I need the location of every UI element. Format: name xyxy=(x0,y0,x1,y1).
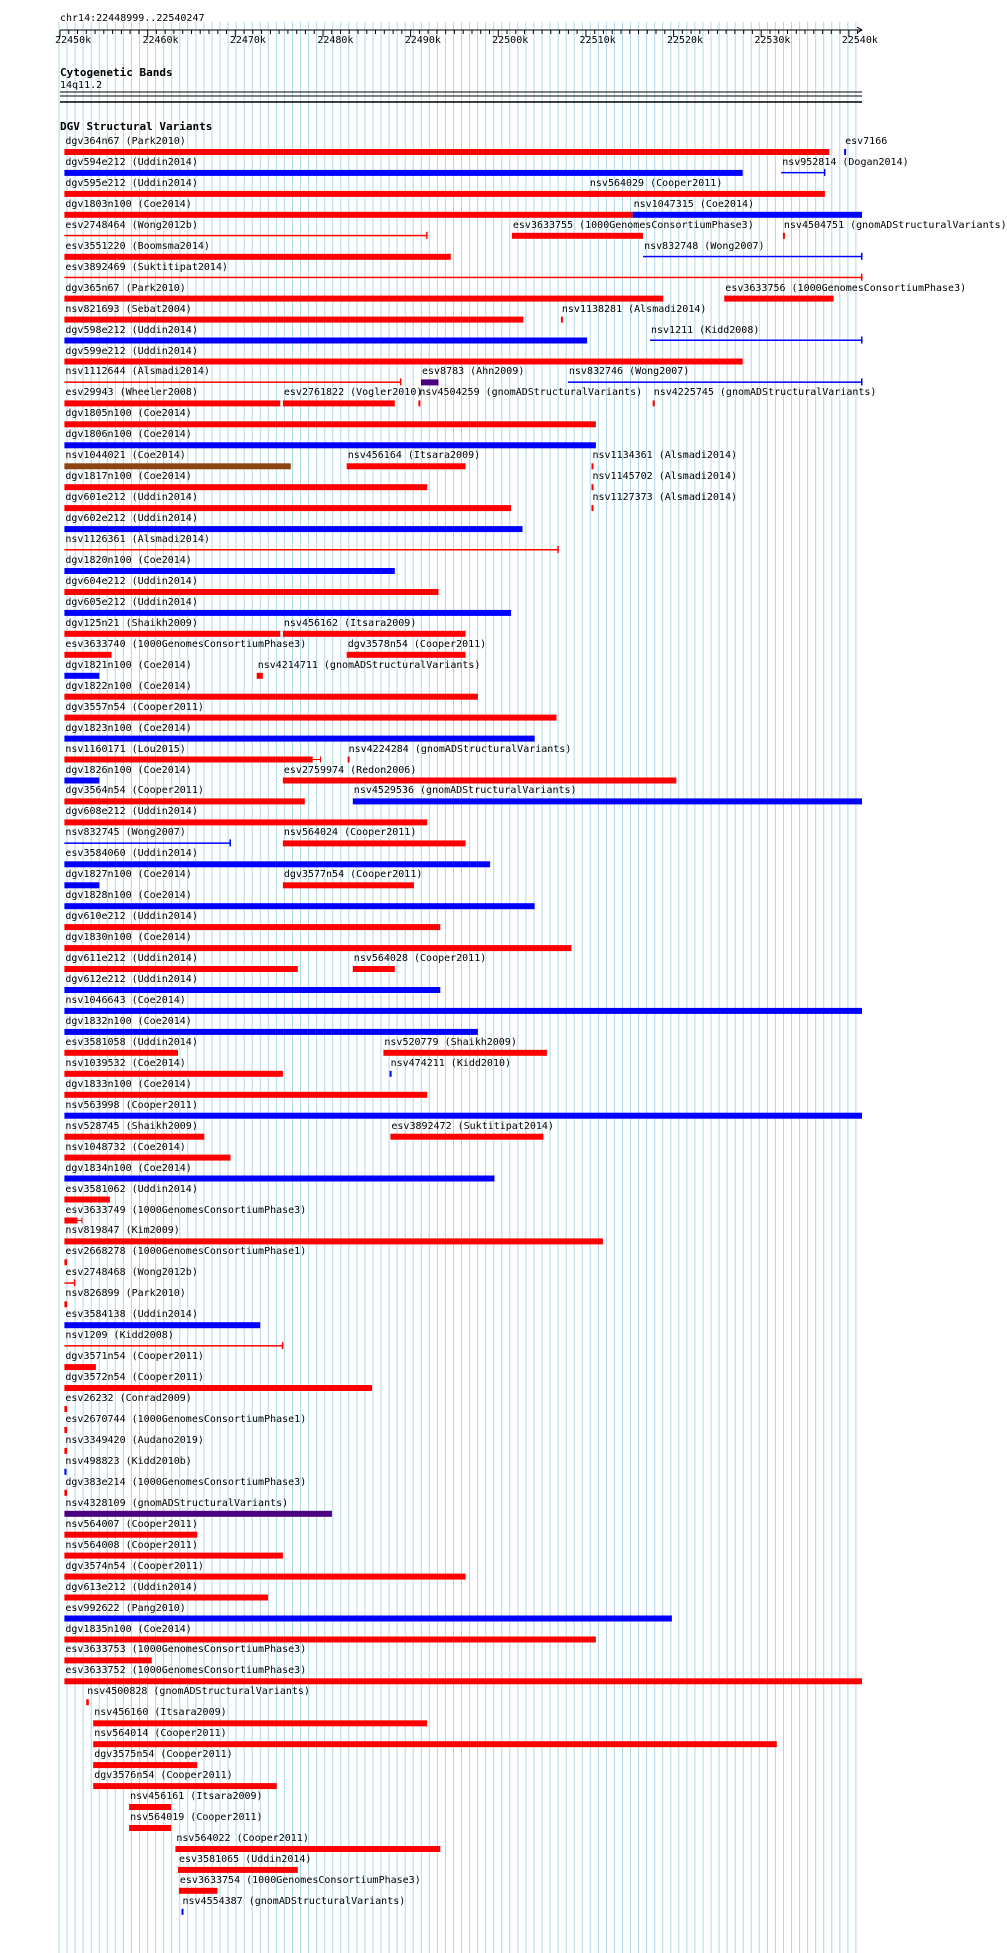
variant-label[interactable]: nsv564022 (Cooper2011) xyxy=(176,1833,309,1844)
variant-bar[interactable] xyxy=(844,149,846,155)
variant-label[interactable]: nsv520779 (Shaikh2009) xyxy=(384,1036,517,1048)
variant-bar[interactable] xyxy=(64,549,558,551)
variant-bar[interactable] xyxy=(589,191,598,197)
variant-bar[interactable] xyxy=(64,1345,283,1347)
variant-label[interactable]: dgv610e212 (Uddin2014) xyxy=(65,911,198,923)
variant-label[interactable]: esv3633749 (1000GenomesConsortiumPhase3) xyxy=(65,1204,307,1216)
variant-label[interactable]: nsv1211 (Kidd2008) xyxy=(651,324,760,336)
variant-bar[interactable] xyxy=(64,1259,67,1265)
variant-label[interactable]: esv3551220 (Boomsma2014) xyxy=(65,240,210,252)
variant-bar[interactable] xyxy=(182,1909,184,1915)
variant-bar[interactable] xyxy=(347,463,466,469)
variant-label[interactable]: dgv1817n100 (Coe2014) xyxy=(65,471,192,483)
variant-label[interactable]: esv3581065 (Uddin2014) xyxy=(179,1853,312,1865)
variant-bar[interactable] xyxy=(592,484,594,490)
variant-bar[interactable] xyxy=(64,1092,427,1098)
variant-bar[interactable] xyxy=(64,191,825,197)
variant-bar[interactable] xyxy=(64,924,440,930)
variant-bar[interactable] xyxy=(64,861,490,867)
variant-bar[interactable] xyxy=(64,212,632,218)
variant-label[interactable]: nsv1047315 (Coe2014) xyxy=(633,198,755,210)
variant-bar[interactable] xyxy=(64,819,427,825)
variant-bar[interactable] xyxy=(64,1071,283,1077)
variant-bar[interactable] xyxy=(353,966,395,972)
variant-label[interactable]: dgv1803n100 (Coe2014) xyxy=(65,198,192,210)
variant-label[interactable]: dgv3572n54 (Cooper2011) xyxy=(65,1372,204,1383)
variant-bar[interactable] xyxy=(650,340,862,342)
variant-label[interactable]: esv7166 xyxy=(845,136,888,147)
variant-label[interactable]: nsv4504751 (gnomADStructuralVariants) xyxy=(783,219,1007,231)
variant-bar[interactable] xyxy=(64,1406,67,1412)
variant-label[interactable]: nsv4500828 (gnomADStructuralVariants) xyxy=(87,1686,310,1698)
variant-bar[interactable] xyxy=(64,442,596,448)
variant-label[interactable]: nsv1039532 (Coe2014) xyxy=(65,1057,186,1069)
ruler-tick-label: 22450k xyxy=(55,35,92,46)
variant-bar[interactable] xyxy=(129,1804,171,1810)
variant-bar[interactable] xyxy=(64,715,556,721)
variant-label[interactable]: nsv564008 (Cooper2011) xyxy=(65,1539,198,1551)
variant-label[interactable]: dgv3578n54 (Cooper2011) xyxy=(347,638,487,650)
variant-bar[interactable] xyxy=(64,359,742,365)
ruler-tick-label: 22490k xyxy=(404,35,441,46)
variant-bar[interactable] xyxy=(179,1888,218,1894)
variant-bar-end xyxy=(861,378,863,385)
variant-bar[interactable] xyxy=(64,882,99,888)
variant-bar[interactable] xyxy=(64,589,438,595)
variant-label[interactable]: dgv1826n100 (Coe2014) xyxy=(65,764,192,776)
variant-label[interactable]: nsv564014 (Cooper2011) xyxy=(94,1728,227,1740)
variant-bar[interactable] xyxy=(64,1553,283,1559)
variant-bar[interactable] xyxy=(64,631,280,637)
variant-bar-end xyxy=(400,378,402,385)
variant-label[interactable]: dgv599e212 (Uddin2014) xyxy=(65,345,198,357)
variant-label[interactable]: dgv3577n54 (Cooper2011) xyxy=(283,869,423,881)
variant-label[interactable]: nsv1160171 (Lou2015) xyxy=(65,743,186,755)
variant-label[interactable]: nsv1112644 (Alsmadi2014) xyxy=(65,366,210,378)
variant-bar[interactable] xyxy=(348,757,350,763)
variant-bar-end xyxy=(74,1279,76,1286)
variant-label[interactable]: nsv1048732 (Coe2014) xyxy=(65,1141,186,1153)
variant-label[interactable]: dgv125n21 (Shaikh2009) xyxy=(65,617,198,629)
ruler-tick-label: 22480k xyxy=(317,35,354,46)
variant-label[interactable]: nsv1209 (Kidd2008) xyxy=(65,1330,174,1342)
variant-label[interactable]: dgv608e212 (Uddin2014) xyxy=(65,806,198,818)
variant-bar[interactable] xyxy=(64,1134,204,1140)
variant-label[interactable]: nsv4214711 (gnomADStructuralVariants) xyxy=(257,659,481,671)
ruler-tick-label: 22500k xyxy=(492,35,529,46)
variant-label[interactable]: nsv1145702 (Alsmadi2014) xyxy=(592,471,737,483)
variant-label[interactable]: nsv563998 (Cooper2011) xyxy=(65,1099,198,1111)
variant-bar[interactable] xyxy=(283,631,466,637)
variant-bar-end xyxy=(861,337,863,344)
variant-bar[interactable] xyxy=(781,172,825,174)
ruler-tick-label: 22520k xyxy=(666,35,704,46)
variant-bar-end xyxy=(230,839,232,846)
variant-label[interactable]: nsv564024 (Cooper2011) xyxy=(283,827,417,839)
variant-bar-end xyxy=(426,232,428,239)
variant-label[interactable]: dgv605e212 (Uddin2014) xyxy=(65,596,198,608)
variant-label[interactable]: dgv1806n100 (Coe2014) xyxy=(65,429,192,441)
cytoband-track-title[interactable]: Cytogenetic Bands xyxy=(60,66,173,79)
variant-label[interactable]: nsv456162 (Itsara2009) xyxy=(283,617,417,629)
variant-label[interactable]: nsv1134361 (Alsmadi2014) xyxy=(592,450,737,462)
variant-label[interactable]: esv2668278 (1000GenomesConsortiumPhase1) xyxy=(65,1246,307,1258)
variant-bar[interactable] xyxy=(64,652,111,658)
variant-bar[interactable] xyxy=(64,1637,596,1643)
variant-label[interactable]: esv26232 (Conrad2009) xyxy=(65,1393,192,1404)
variant-label[interactable]: nsv1138281 (Alsmadi2014) xyxy=(561,303,707,315)
variant-bar[interactable] xyxy=(64,400,280,406)
variant-bar[interactable] xyxy=(64,1218,77,1224)
variant-bar[interactable] xyxy=(283,882,414,888)
variant-bar-end xyxy=(282,1342,284,1349)
variant-label[interactable]: nsv4225745 (gnomADStructuralVariants) xyxy=(653,387,877,399)
variant-bar[interactable] xyxy=(64,1657,151,1663)
location-label: chr14:22448999..22540247 xyxy=(60,13,205,24)
variant-bar[interactable] xyxy=(64,317,523,323)
variant-bar[interactable] xyxy=(64,338,587,344)
variant-label[interactable]: nsv564007 (Cooper2011) xyxy=(65,1518,198,1530)
variant-bar[interactable] xyxy=(64,526,522,532)
variant-bar[interactable] xyxy=(64,966,297,972)
variant-label[interactable]: esv3584060 (Uddin2014) xyxy=(65,848,198,860)
variant-label[interactable]: nsv832745 (Wong2007) xyxy=(65,827,186,839)
variant-label[interactable]: dgv3564n54 (Cooper2011) xyxy=(65,785,204,797)
variant-label[interactable]: dgv364n67 (Park2010) xyxy=(65,136,186,147)
ruler-tick-label: 22470k xyxy=(229,35,266,46)
variant-bar[interactable] xyxy=(347,652,466,658)
variant-bar[interactable] xyxy=(64,421,596,427)
variant-bar[interactable] xyxy=(175,1846,440,1852)
variant-label[interactable]: esv2748464 (Wong2012b) xyxy=(65,219,198,231)
variant-bar[interactable] xyxy=(64,778,99,784)
variant-bar[interactable] xyxy=(64,1469,66,1475)
variant-label[interactable]: dgv598e212 (Uddin2014) xyxy=(65,324,198,336)
variant-label[interactable]: nsv1126361 (Alsmadi2014) xyxy=(65,534,210,545)
variant-label[interactable]: dgv383e214 (1000GenomesConsortiumPhase3) xyxy=(65,1476,307,1488)
variant-label[interactable]: nsv564019 (Cooper2011) xyxy=(130,1812,263,1823)
variant-label[interactable]: nsv498823 (Kidd2010b) xyxy=(65,1455,192,1467)
variant-bar[interactable] xyxy=(93,1762,197,1768)
variant-bar[interactable] xyxy=(64,1176,494,1182)
variant-bar[interactable] xyxy=(64,1595,268,1601)
variant-label[interactable]: dgv3575n54 (Cooper2011) xyxy=(94,1749,233,1761)
variant-bar[interactable] xyxy=(64,149,829,155)
variant-label[interactable]: dgv1832n100 (Coe2014) xyxy=(65,1015,192,1027)
variant-label[interactable]: dgv3574n54 (Cooper2011) xyxy=(65,1560,204,1572)
variant-bar[interactable] xyxy=(64,1490,67,1496)
variant-bar[interactable] xyxy=(783,233,785,239)
variant-bar[interactable] xyxy=(64,1616,672,1622)
variant-label[interactable]: esv3892469 (Suktitipat2014) xyxy=(65,261,228,273)
variant-bar[interactable] xyxy=(64,1448,67,1454)
variant-label[interactable]: nsv952814 (Dogan2014) xyxy=(782,156,909,168)
ruler-tick-label: 22510k xyxy=(579,35,616,46)
variant-bar[interactable] xyxy=(64,1197,110,1203)
variant-bar[interactable] xyxy=(129,1825,171,1831)
variant-bar[interactable] xyxy=(64,1574,465,1580)
variant-label[interactable]: dgv1835n100 (Coe2014) xyxy=(65,1623,192,1635)
variant-bar[interactable] xyxy=(64,1113,862,1119)
variant-bar[interactable] xyxy=(283,778,676,784)
variant-label[interactable]: dgv1828n100 (Coe2014) xyxy=(65,890,192,902)
variant-bar[interactable] xyxy=(64,1678,862,1684)
variant-label[interactable]: nsv4504259 (gnomADStructuralVariants) xyxy=(419,387,643,399)
variant-bar[interactable] xyxy=(64,1532,197,1538)
variant-bar[interactable] xyxy=(592,463,594,469)
variant-label[interactable]: esv3633753 (1000GenomesConsortiumPhase3) xyxy=(65,1644,307,1656)
variant-label[interactable]: esv992622 (Pang2010) xyxy=(65,1602,186,1614)
variant-bar[interactable] xyxy=(93,1741,777,1747)
variant-bar[interactable] xyxy=(64,1050,178,1056)
variant-bar-end xyxy=(557,546,559,553)
cytoband-label: 14q11.2 xyxy=(60,80,103,91)
variant-label[interactable]: esv2759974 (Redon2006) xyxy=(283,764,417,776)
variant-label[interactable]: dgv1830n100 (Coe2014) xyxy=(65,932,192,944)
variant-label[interactable]: nsv819847 (Kim2009) xyxy=(65,1225,180,1237)
variant-label[interactable]: nsv3349420 (Audano2019) xyxy=(65,1434,204,1446)
variant-label[interactable]: esv3581062 (Uddin2014) xyxy=(65,1183,198,1195)
variant-label[interactable]: nsv4224284 (gnomADStructuralVariants) xyxy=(348,743,572,755)
variant-label[interactable]: dgv1822n100 (Coe2014) xyxy=(65,680,192,692)
variant-label[interactable]: nsv826899 (Park2010) xyxy=(65,1288,186,1300)
variant-bar[interactable] xyxy=(64,505,511,511)
variant-label[interactable]: nsv821693 (Sebat2004) xyxy=(65,303,192,315)
variant-bar[interactable] xyxy=(643,256,862,257)
variant-label[interactable]: dgv612e212 (Uddin2014) xyxy=(65,974,198,985)
variant-bar[interactable] xyxy=(64,1238,603,1244)
variant-label[interactable]: nsv832746 (Wong2007) xyxy=(568,366,690,378)
variant-label[interactable]: nsv456160 (Itsara2009) xyxy=(94,1707,227,1719)
variant-bar[interactable] xyxy=(64,235,427,237)
variant-bar[interactable] xyxy=(64,568,394,574)
variant-label[interactable]: nsv4328109 (gnomADStructuralVariants) xyxy=(65,1497,289,1509)
variant-bar[interactable] xyxy=(64,945,571,951)
variant-label[interactable]: nsv564029 (Cooper2011) xyxy=(589,177,723,189)
variant-bar[interactable] xyxy=(568,381,862,383)
variant-label[interactable]: nsv1046643 (Coe2014) xyxy=(65,994,186,1006)
variant-label[interactable]: dgv604e212 (Uddin2014) xyxy=(65,576,198,587)
variant-bar[interactable] xyxy=(64,1385,372,1391)
ruler-tick-label: 22530k xyxy=(754,35,791,46)
variant-label[interactable]: dgv594e212 (Uddin2014) xyxy=(65,156,198,168)
variant-bar[interactable] xyxy=(64,673,99,679)
variant-label[interactable]: dgv1834n100 (Coe2014) xyxy=(65,1162,192,1174)
variant-bar[interactable] xyxy=(64,1427,67,1433)
variant-bar[interactable] xyxy=(561,317,563,323)
variant-label[interactable]: esv3633752 (1000GenomesConsortiumPhase3) xyxy=(65,1665,307,1677)
ruler-tick-label: 22540k xyxy=(841,35,878,46)
variant-bar[interactable] xyxy=(93,1783,277,1789)
variant-bar[interactable] xyxy=(724,296,833,302)
variant-bar[interactable] xyxy=(257,673,263,679)
variant-bar[interactable] xyxy=(283,400,395,406)
variant-bar[interactable] xyxy=(64,1029,478,1035)
variant-label[interactable]: dgv1827n100 (Coe2014) xyxy=(65,869,192,881)
variant-bar[interactable] xyxy=(390,1134,543,1140)
variant-label[interactable]: nsv564028 (Cooper2011) xyxy=(353,953,487,964)
variant-bar[interactable] xyxy=(421,379,439,385)
variant-bar[interactable] xyxy=(64,484,427,490)
variant-label[interactable]: esv29943 (Wheeler2008) xyxy=(65,387,198,399)
variant-bar[interactable] xyxy=(64,1008,862,1014)
variant-bar[interactable] xyxy=(64,277,862,279)
variant-label[interactable]: dgv613e212 (Uddin2014) xyxy=(65,1581,198,1593)
variant-bar[interactable] xyxy=(383,1050,547,1056)
variant-label[interactable]: dgv3557n54 (Cooper2011) xyxy=(65,701,204,713)
variant-label[interactable]: dgv602e212 (Uddin2014) xyxy=(65,513,198,525)
variant-bar[interactable] xyxy=(283,840,466,846)
variant-label[interactable]: esv3581058 (Uddin2014) xyxy=(65,1036,198,1048)
variant-label[interactable]: esv3633755 (1000GenomesConsortiumPhase3) xyxy=(512,219,754,231)
variant-bar[interactable] xyxy=(64,1282,75,1284)
variant-label[interactable]: dgv601e212 (Uddin2014) xyxy=(65,492,198,504)
variant-bar[interactable] xyxy=(64,842,230,844)
variant-label[interactable]: esv3892472 (Suktitipat2014) xyxy=(391,1120,554,1132)
variant-label[interactable]: esv3633756 (1000GenomesConsortiumPhase3) xyxy=(725,282,967,294)
variant-label[interactable]: dgv365n67 (Park2010) xyxy=(65,282,186,294)
variant-bar[interactable] xyxy=(64,381,401,383)
variant-bar[interactable] xyxy=(64,1301,67,1307)
dgv-track-title[interactable]: DGV Structural Variants xyxy=(60,120,213,133)
variant-bar[interactable] xyxy=(64,170,742,176)
variant-bar[interactable] xyxy=(64,736,534,742)
variant-label[interactable]: esv3584138 (Uddin2014) xyxy=(65,1309,198,1321)
variant-label[interactable]: nsv456164 (Itsara2009) xyxy=(347,450,481,462)
variant-label[interactable]: nsv456161 (Itsara2009) xyxy=(130,1791,263,1802)
variant-bar[interactable] xyxy=(353,798,862,804)
variant-label[interactable]: nsv4554387 (gnomADStructuralVariants) xyxy=(182,1895,406,1907)
variant-bar[interactable] xyxy=(418,400,420,406)
variant-label[interactable]: dgv3576n54 (Cooper2011) xyxy=(94,1770,233,1782)
variant-bar[interactable] xyxy=(390,1071,392,1077)
variant-label[interactable]: esv2748468 (Wong2012b) xyxy=(65,1267,198,1279)
variant-label[interactable]: nsv474211 (Kidd2010) xyxy=(390,1057,512,1069)
variant-bar-end xyxy=(824,169,826,176)
variant-label[interactable]: dgv595e212 (Uddin2014) xyxy=(65,177,198,189)
variant-label[interactable]: dgv611e212 (Uddin2014) xyxy=(65,953,198,964)
variant-label[interactable]: nsv528745 (Shaikh2009) xyxy=(65,1120,198,1132)
variant-label[interactable]: nsv1127373 (Alsmadi2014) xyxy=(592,492,737,504)
variant-bar[interactable] xyxy=(64,254,450,260)
variant-bar[interactable] xyxy=(64,610,511,616)
variant-bar[interactable] xyxy=(64,1511,332,1517)
variant-label[interactable]: dgv1833n100 (Coe2014) xyxy=(65,1078,192,1090)
variant-bar[interactable] xyxy=(64,757,312,763)
variant-bar[interactable] xyxy=(64,987,440,993)
variant-bar-end xyxy=(861,253,863,260)
variant-label[interactable]: dgv3571n54 (Cooper2011) xyxy=(65,1351,204,1363)
variant-bar[interactable] xyxy=(653,400,655,406)
variant-label[interactable]: esv2670744 (1000GenomesConsortiumPhase1) xyxy=(65,1414,307,1425)
variant-label[interactable]: dgv1823n100 (Coe2014) xyxy=(65,722,192,734)
variant-bar[interactable] xyxy=(86,1699,89,1705)
variant-bar[interactable] xyxy=(178,1867,298,1873)
variant-bar[interactable] xyxy=(64,1364,96,1370)
variant-bar[interactable] xyxy=(512,233,643,239)
variant-label[interactable]: dgv1820n100 (Coe2014) xyxy=(65,555,192,566)
variant-bar[interactable] xyxy=(633,212,862,218)
variant-label[interactable]: esv3633754 (1000GenomesConsortiumPhase3) xyxy=(179,1874,421,1886)
variant-bar[interactable] xyxy=(64,296,663,302)
variant-bar[interactable] xyxy=(592,505,594,511)
variant-bar[interactable] xyxy=(64,903,534,909)
variant-label[interactable]: nsv1044021 (Coe2014) xyxy=(65,450,186,462)
variant-bar-end xyxy=(861,274,863,281)
variant-bar[interactable] xyxy=(93,1720,427,1726)
variant-bar[interactable] xyxy=(64,463,290,469)
variant-bar[interactable] xyxy=(64,1155,230,1161)
variant-label[interactable]: dgv1805n100 (Coe2014) xyxy=(65,408,192,420)
variant-label[interactable]: nsv4529536 (gnomADStructuralVariants) xyxy=(353,785,577,797)
variant-label[interactable]: esv2761822 (Vogler2010) xyxy=(283,387,423,399)
variant-bar[interactable] xyxy=(64,694,478,700)
variant-label[interactable]: nsv832748 (Wong2007) xyxy=(644,240,765,252)
variant-bar[interactable] xyxy=(64,1322,260,1328)
variant-label[interactable]: esv3633740 (1000GenomesConsortiumPhase3) xyxy=(65,638,307,650)
variant-bar[interactable] xyxy=(64,798,304,804)
ruler-tick-label: 22460k xyxy=(142,35,179,46)
variant-label[interactable]: esv8783 (Ahn2009) xyxy=(422,366,525,378)
variant-label[interactable]: dgv1821n100 (Coe2014) xyxy=(65,659,192,671)
